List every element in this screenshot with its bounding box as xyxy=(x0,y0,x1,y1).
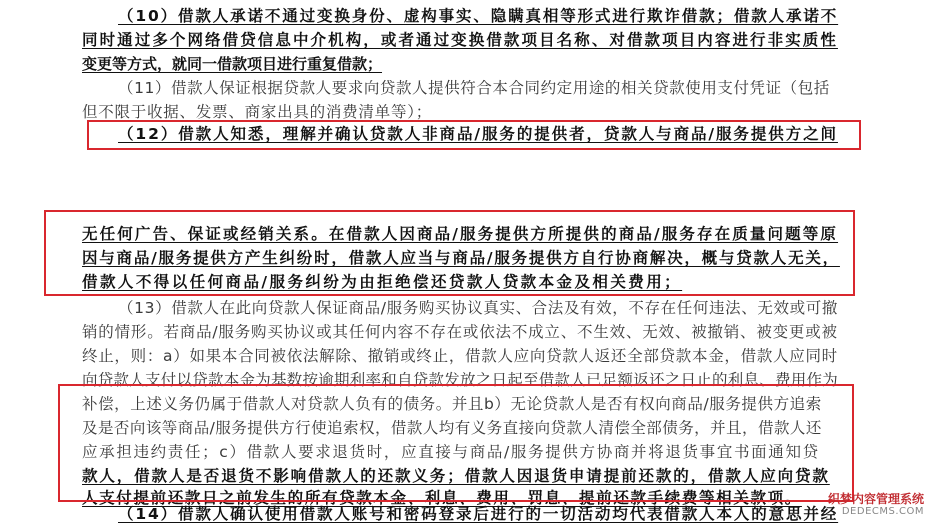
text-line: 借款人不得以任何商品/服务纠纷为由拒绝偿还贷款人贷款本金及相关费用； xyxy=(82,273,683,291)
text-line: 向贷款人支付以贷款本金为基数按逾期利率和自贷款发放之日起至借款人已足额返还之日止的利息、费用作为 xyxy=(82,371,839,389)
text-line: 无任何广告、保证或经销关系。在借款人因商品/服务提供方所提供的商品/服务存在质量问题等原 xyxy=(82,225,839,243)
text-line: 人支付提前还款日之前发生的所有贷款本金、利息、费用、罚息、提前还款手续费等相关款项。 xyxy=(82,489,802,507)
text-line: （13）借款人在此向贷款人保证商品/服务购买协议真实、合法及有效，不存在任何违法、无效或可撤 xyxy=(118,299,838,317)
text-line: （14）借款人确认使用借款人账号和密码登录后进行的一切活动均代表借款人本人的意思并经 xyxy=(118,505,839,523)
watermark-title: 织梦内容管理系统 xyxy=(827,492,924,506)
text-line: （12）借款人知悉，理解并确认贷款人非商品/服务的提供者，贷款人与商品/服务提供方之间 xyxy=(118,125,838,143)
text-line: 应承担违约责任；c）借款人要求退货时，应直接与商品/服务提供方协商并将退货事宜书面通知贷 xyxy=(82,443,820,461)
text-line: 同时通过多个网络借贷信息中介机构，或者通过变换借款项目名称、对借款项目内容进行非实质性 xyxy=(82,31,838,49)
highlight-box-clause-12-body xyxy=(44,210,855,296)
text-line: 销的情形。若商品/服务购买协议或其任何内容不存在或依法不成立、不生效、无效、被撤销、被变更或被 xyxy=(82,323,838,341)
text-line: 款人，借款人是否退货不影响借款人的还款义务；借款人因退货申请提前还款的，借款人应向贷款 xyxy=(82,467,830,485)
text-line: （10）借款人承诺不通过变换身份、虚构事实、隐瞒真相等形式进行欺诈借款；借款人承诺不 xyxy=(118,7,839,25)
watermark xyxy=(828,492,924,518)
highlight-box-clause-13-tail xyxy=(58,384,854,502)
text-line: 因与商品/服务提供方产生纠纷时，借款人应当与商品/服务提供方自行协商解决，概与贷款人无关， xyxy=(82,249,840,267)
text-line: 变更等方式，就同一借款项目进行重复借款； xyxy=(82,55,383,73)
text-line: 补偿，上述义务仍属于借款人对贷款人负有的债务。并且b）无论贷款人是否有权向商品/服务提供方追索 xyxy=(82,395,822,413)
text-line: 但不限于收据、发票、商家出具的消费清单等）； xyxy=(82,103,432,121)
text-line: 及是否向该等商品/服务提供方行使追索权，借款人均有义务直接向贷款人清偿全部债务，并且，借款人还 xyxy=(82,419,822,437)
text-line: （11）借款人保证根据贷款人要求向贷款人提供符合本合同约定用途的相关贷款使用支付凭证（包括 xyxy=(118,79,830,97)
highlight-box-clause-12-start xyxy=(87,120,861,150)
watermark-domain: DEDECMS.COM xyxy=(841,506,924,517)
text-line: 终止，则：a）如果本合同被依法解除、撤销或终止，借款人应向贷款人返还全部贷款本金，借款人应同时 xyxy=(82,347,838,365)
